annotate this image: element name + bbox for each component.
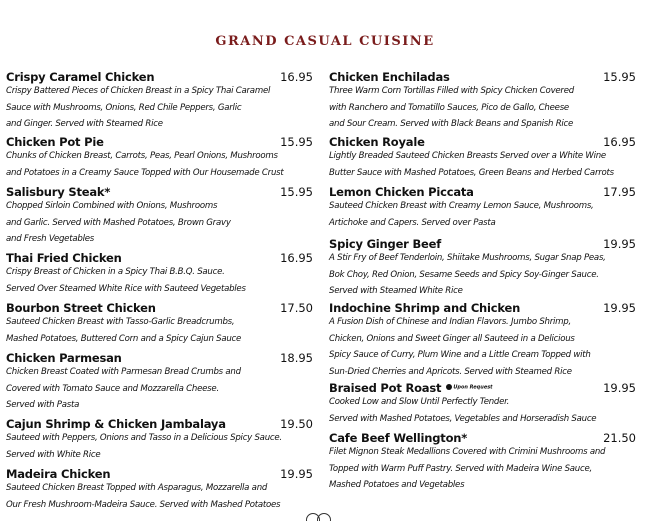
description-line: Mashed Potatoes and Vegetables [329, 480, 465, 490]
page-title: GRAND CASUAL CUISINE [215, 34, 435, 49]
menu-item-name: Chicken Enchiladas [329, 70, 450, 84]
menu-item-price: 21.50 [603, 431, 636, 445]
menu-item [329, 297, 636, 380]
description-line: A Stir Fry of Beef Tenderloin, Shiitake Mushrooms, Sugar Snap Peas, [329, 253, 606, 263]
description-line: Served with Steamed White Rice [329, 286, 463, 296]
menu-item-name: Bourbon Street Chicken [6, 301, 156, 315]
description-line: Cooked Low and Slow Until Perfectly Tender. [329, 397, 510, 407]
menu-item-description [329, 314, 636, 380]
description-line: Served Over Steamed White Rice with Sauteed Vegetables [6, 283, 246, 294]
description-line: Served with White Rice [6, 449, 101, 460]
description-line: A Fusion Dish of Chinese and Indian Flavors. Jumbo Shrimp, [329, 317, 571, 327]
menu-item-price: 19.95 [280, 467, 313, 481]
menu-item [6, 66, 313, 133]
description-line: Chicken, Onions and Sweet Ginger all Sauteed in a Delicious [329, 333, 575, 344]
menu-item-price: 17.50 [280, 301, 313, 315]
description-line: Chopped Sirloin Combined with Onions, Mushrooms [6, 201, 218, 211]
menu-item-name: Spicy Ginger Beef [329, 237, 442, 251]
menu-item-description [6, 430, 313, 463]
description-line: and Sour Cream. Served with Black Beans and Spanish Rice [329, 119, 574, 129]
description-line: Sauteed Chicken Breast with Tasso-Garlic Breadcrumbs, [6, 317, 235, 327]
menu-item [6, 297, 313, 347]
badge-icon [446, 384, 452, 390]
menu-item-price: 19.95 [603, 381, 636, 395]
menu-item-description [6, 314, 313, 347]
menu-item-description [329, 394, 636, 427]
description-line: and Fresh Vegetables [6, 234, 94, 244]
menu-item-name: Thai Fried Chicken [6, 251, 122, 265]
description-line: Chunks of Chicken Breast, Carrots, Peas, Pearl Onions, Mushrooms [6, 151, 278, 161]
description-line: Sauce with Mushrooms, Onions, Red Chile Peppers, Garlic [6, 102, 242, 113]
description-line: Sauteed Chicken Breast with Creamy Lemon Sauce, Mushrooms, [329, 201, 594, 211]
menu-item [6, 413, 313, 463]
description-line: Artichoke and Capers. Served over Pasta [329, 217, 496, 228]
menu-item-name: Chicken Royale [329, 135, 425, 149]
menu-item-description [329, 148, 636, 181]
menu-item-price: 18.95 [280, 351, 313, 365]
menu-item-name: Cajun Shrimp & Chicken Jambalaya [6, 417, 226, 431]
menu-item-price: 16.95 [603, 135, 636, 149]
description-line: Bok Choy, Red Onion, Sesame Seeds and Spicy Soy-Ginger Sauce. [329, 269, 599, 280]
description-line: Spicy Sauce of Curry, Plum Wine and a Little Cream Topped with [329, 350, 591, 360]
description-line: Sauteed with Peppers, Onions and Tasso in a Delicious Spicy Sauce. [6, 433, 282, 443]
menu-item [6, 131, 313, 181]
menu-item-description [329, 250, 636, 300]
description-line: Our Fresh Mushroom-Madeira Sauce. Served with Mashed Potatoes [6, 499, 281, 510]
menu-item-price: 15.95 [280, 185, 313, 199]
menu-item [329, 181, 636, 231]
badge-label: Upon Request [453, 384, 493, 391]
menu-item-price: 17.95 [603, 185, 636, 199]
description-line: Served with Pasta [6, 400, 80, 410]
menu-item-name: Chicken Parmesan [6, 351, 122, 365]
description-line: and Ginger. Served with Steamed Rice [6, 119, 163, 129]
menu-item-name: Madeira Chicken [6, 467, 111, 481]
menu-item-price: 19.50 [280, 417, 313, 431]
upon-request-badge [446, 384, 492, 391]
menu-item-description [329, 444, 636, 494]
menu-item-price: 15.95 [603, 70, 636, 84]
description-line: Crispy Battered Pieces of Chicken Breast in a Spicy Thai Caramel [6, 86, 271, 96]
description-line: Mashed Potatoes, Buttered Corn and a Spicy Cajun Sauce [6, 333, 242, 344]
description-line: Topped with Warm Puff Pastry. Served with Madeira Wine Sauce, [329, 463, 592, 474]
description-line: Sauteed Chicken Breast Topped with Asparagus, Mozzarella and [6, 483, 268, 493]
menu-item-name: Lemon Chicken Piccata [329, 185, 474, 199]
menu-item [6, 181, 313, 248]
menu-item-price: 15.95 [280, 135, 313, 149]
menu-item [329, 233, 636, 300]
menu-item-name: Indochine Shrimp and Chicken [329, 301, 521, 315]
description-line: Covered with Tomato Sauce and Mozzarella Cheese. [6, 383, 219, 394]
menu-item-description [6, 148, 313, 181]
menu-item [6, 463, 313, 513]
description-line: Three Warm Corn Tortillas Filled with Spicy Chicken Covered [329, 86, 574, 96]
description-line: Sun-Dried Cherries and Apricots. Served with Steamed Rice [329, 366, 572, 377]
description-line: and Garlic. Served with Mashed Potatoes, Brown Gravy [6, 217, 231, 228]
menu-item-price: 19.95 [603, 237, 636, 251]
menu-item-description [6, 198, 313, 248]
description-line: Served with Mashed Potatoes, Vegetables and Horseradish Sauce [329, 413, 597, 424]
menu-item-name: Cafe Beef Wellington* [329, 431, 468, 445]
menu-item-description [329, 83, 636, 133]
menu-item [329, 377, 636, 427]
menu-item [6, 247, 313, 297]
menu-item-name: Chicken Pot Pie [6, 135, 104, 149]
menu-item-price: 16.95 [280, 70, 313, 84]
menu-item-name: Braised Pot Roast [329, 381, 442, 395]
description-line: and Potatoes in a Creamy Sauce Topped with Our Housemade Crust [6, 167, 284, 178]
menu-item-price: 16.95 [280, 251, 313, 265]
menu-item [329, 427, 636, 494]
menu-item [329, 66, 636, 133]
menu-item-name: Crispy Caramel Chicken [6, 70, 155, 84]
menu-item-description [329, 198, 636, 231]
decorative-circles-icon [306, 512, 328, 521]
description-line: Chicken Breast Coated with Parmesan Bread Crumbs and [6, 367, 241, 377]
menu-item-description [6, 83, 313, 133]
menu-item-description [6, 364, 313, 414]
menu-item [329, 131, 636, 181]
menu-item-description [6, 264, 313, 297]
description-line: Butter Sauce with Mashed Potatoes, Green Beans and Herbed Carrots [329, 167, 614, 178]
menu-item-name: Salisbury Steak* [6, 185, 111, 199]
menu-item [6, 347, 313, 414]
description-line: Lightly Breaded Sauteed Chicken Breasts Served over a White Wine [329, 151, 606, 161]
description-line: Crispy Breast of Chicken in a Spicy Thai B.B.Q. Sauce. [6, 267, 225, 277]
description-line: with Ranchero and Tomatillo Sauces, Pico de Gallo, Cheese [329, 102, 569, 113]
description-line: Filet Mignon Steak Medallions Covered with Crimini Mushrooms and [329, 447, 606, 457]
menu-item-description [6, 480, 313, 513]
menu-item-price: 19.95 [603, 301, 636, 315]
